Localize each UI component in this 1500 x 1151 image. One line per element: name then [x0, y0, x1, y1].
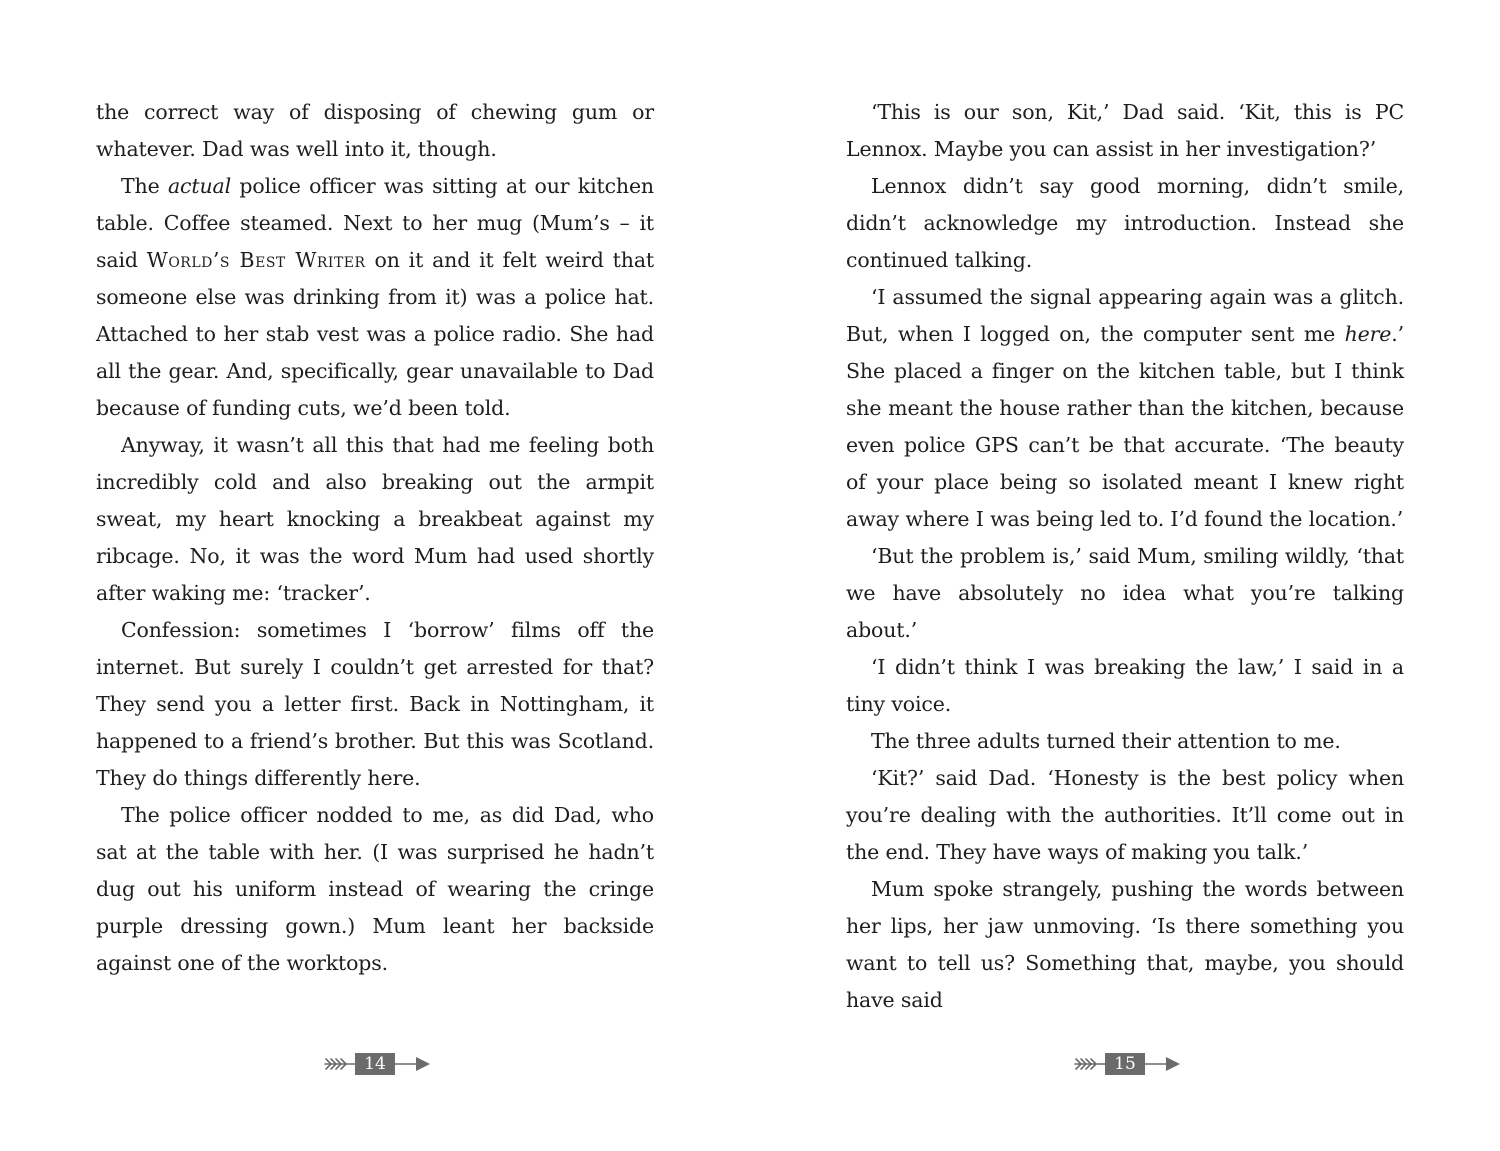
text-segment: ‘This is our son, Kit,’ Dad said. ‘Kit, this is PC Lennox. Maybe you can assist in her investigation?’: [846, 100, 1404, 161]
italic-text: here: [1344, 322, 1392, 346]
paragraph: [846, 168, 1404, 279]
text-segment: Mum spoke strangely, pushing the words between her lips, her jaw unmoving. ‘Is there something you want to tell us? Something that, maybe, you should have said: [846, 877, 1404, 1012]
text-segment: Lennox didn’t say good morning, didn’t smile, didn’t acknowledge my introduction. Instead she continued talking.: [846, 174, 1404, 272]
text-segment: .’ She placed a finger on the kitchen table, but I think she meant the house rather than the kitchen, because even police GPS can’t be that accurate. ‘The beauty of your place being so isolated meant I knew right away where I was being led to. I’d found the location.’: [846, 322, 1404, 531]
left-page-folio: [322, 1051, 432, 1077]
page-number: 15: [1114, 1054, 1136, 1074]
left-page: [96, 94, 654, 982]
paragraph: [96, 797, 654, 982]
text-segment: Confession: sometimes I ‘borrow’ films off the internet. But surely I couldn’t get arrested for that? They send you a letter first. Back in Nottingham, it happened to a friend’s brother. But this was Scotland. They do things differently here.: [96, 618, 654, 790]
right-page-folio: [1072, 1051, 1182, 1077]
paragraph: [846, 649, 1404, 723]
page-number: 14: [364, 1054, 386, 1074]
paragraph: [96, 427, 654, 612]
paragraph: [96, 168, 654, 427]
text-segment: the correct way of disposing of chewing gum or whatever. Dad was well into it, though.: [96, 100, 654, 161]
text-segment: Anyway, it wasn’t all this that had me feeling both incredibly cold and also breaking out the armpit sweat, my heart knocking a breakbeat against my ribcage. No, it was the word Mum had used shortly after waking me: ‘tracker’.: [96, 433, 654, 605]
text-segment: police officer was sitting at our kitchen table. Coffee steamed. Next to her mug (Mum’s – it said: [96, 174, 654, 272]
text-segment: ‘But the problem is,’ said Mum, smiling wildly, ‘that we have absolutely no idea what you’re talking about.’: [846, 544, 1404, 642]
text-segment: ‘I assumed the signal appearing again was a glitch. But, when I logged on, the computer sent me: [846, 285, 1404, 346]
right-page-text: [846, 94, 1404, 1019]
paragraph: [846, 94, 1404, 168]
small-caps-text: World’s Best Writer: [146, 248, 366, 272]
text-segment: on it and it felt weird that someone else was drinking from it) was a police hat. Attached to her stab vest was a police radio. She had all the gear. And, specifically, gear unavailable to Dad because of funding cuts, we’d been told.: [96, 248, 654, 420]
text-segment: ‘I didn’t think I was breaking the law,’ I said in a tiny voice.: [846, 655, 1404, 716]
paragraph: [846, 723, 1404, 760]
paragraph: [96, 612, 654, 797]
text-segment: The police officer nodded to me, as did Dad, who sat at the table with her. (I was surprised he hadn’t dug out his uniform instead of wearing the cringe purple dressing gown.) Mum leant her backside against one of the worktops.: [96, 803, 654, 975]
text-segment: The three adults turned their attention to me.: [871, 729, 1341, 753]
text-segment: ‘Kit?’ said Dad. ‘Honesty is the best policy when you’re dealing with the authorities. It’ll come out in the end. They have ways of making you talk.’: [846, 766, 1404, 864]
right-page: [846, 94, 1404, 1019]
paragraph: [846, 538, 1404, 649]
paragraph: [846, 760, 1404, 871]
left-page-text: [96, 94, 654, 982]
paragraph: [96, 94, 654, 168]
paragraph: [846, 871, 1404, 1019]
italic-text: actual: [167, 174, 231, 198]
text-segment: The: [121, 174, 168, 198]
paragraph: [846, 279, 1404, 538]
